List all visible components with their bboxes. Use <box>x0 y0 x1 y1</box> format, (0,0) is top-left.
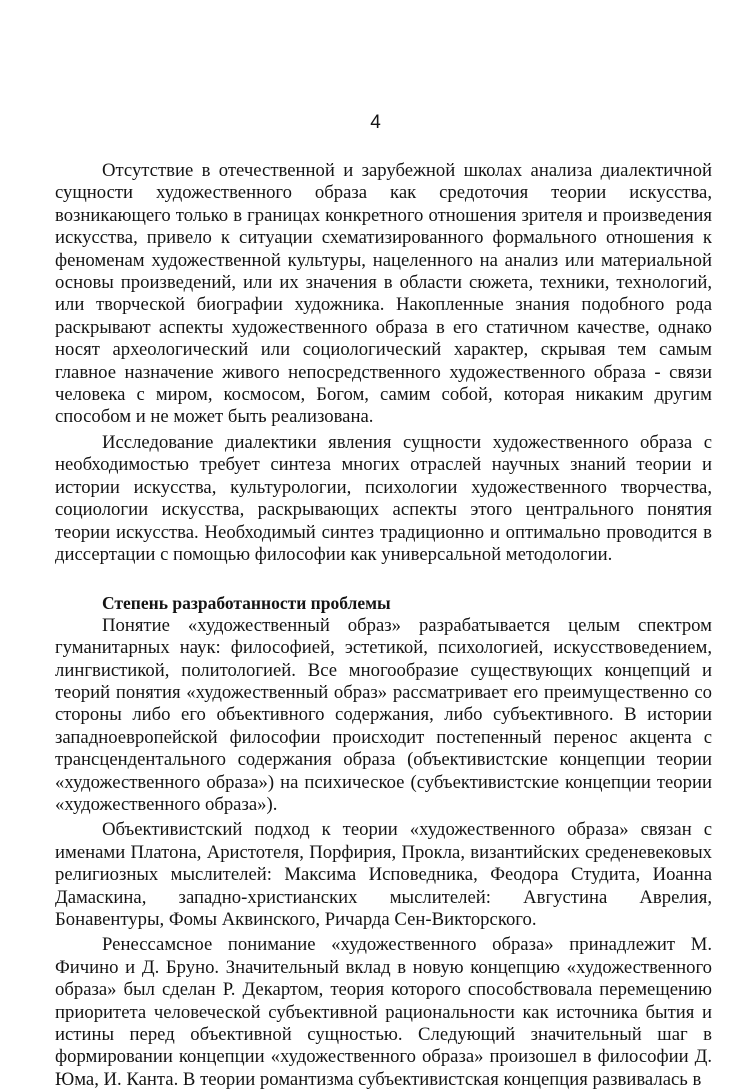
paragraph-analysis-absence: Отсутствие в отечественной и зарубежной школах анализа диалектичной сущности художественного образа как средоточия теории искусства, возникающего только в границах конкретного отношения зрителя и произведения искусства, привело к ситуации схематизированного формального отношения к феноменам художественной культуры, нацеленного на анализ или материальной основы произведений, или их значения в области сюжета, техники, технологий, или творческой биографии художника. Накопленные знания подобного рода раскрывают аспекты художественного образа в его статичном качестве, однако носят археологический или социологический характер, скрывая тем самым главное назначение живого непосредственного художественного образа - связи человека с миром, космосом, Богом, самим собой, которая никаким другим способом и не может быть реализована. <box>55 160 712 428</box>
paragraph-dialectics-research: Исследование диалектики явления сущности художественного образа с необходимостью требует синтеза многих отраслей научных знаний теории и истории искусства, культурологии, психологии художественного творчества, социологии искусства, раскрывающих аспекты этого центрального понятия теории искусства. Необходимый синтез традиционно и оптимально проводится в диссертации с помощью философии как универсальной методологии. <box>55 431 712 565</box>
section-heading-problem-development: Степень разработанности проблемы <box>102 593 391 614</box>
page-body <box>55 160 712 1091</box>
paragraph-objectivist-approach: Объективистский подход к теории «художественного образа» связан с именами Платона, Аристотеля, Порфирия, Прокла, византийских среденевековых религиозных мыслителей: Максима Исповедника, Феодора Студита, Иоанна Дамаскина, западно-христианских мыслителей: Августина Аврелия, Бонавентуры, Фомы Аквинского, Ричарда Сен-Викторского. <box>55 819 712 930</box>
page-number: 4 <box>370 112 381 133</box>
paragraph-concept-overview: Понятие «художественный образ» разрабатывается целым спектром гуманитарных наук: философией, эстетикой, психологией, искусствоведением, лингвистикой, политологией. Все многообразие существующих концепций и теорий понятия «художественный образ» рассматривает его преимущественно со стороны либо его объективного содержания, либо субъективного. В истории западноевропейской философии происходит постепенный перенос акцента с трансцендентального содержания образа (объективистские концепции теории «художественного образа») на психическое (субъективистские концепции теории «художественного образа»). <box>55 614 712 815</box>
paragraph-renaissance-understanding: Ренессамсное понимание «художественного образа» принадлежит М. Фичино и Д. Бруно. Значительный вклад в новую концепцию «художественного образа» был сделан Р. Декартом, теория которого способствовала перемещению приоритета человеческой субъективной рациональности как источника бытия и истины перед объективной сущностью. Следующий значительный шаг в формировании концепции «художественного образа» произошел в философии Д. Юма, И. Канта. В теории романтизма субъективистская концепция развивалась в <box>55 934 712 1090</box>
